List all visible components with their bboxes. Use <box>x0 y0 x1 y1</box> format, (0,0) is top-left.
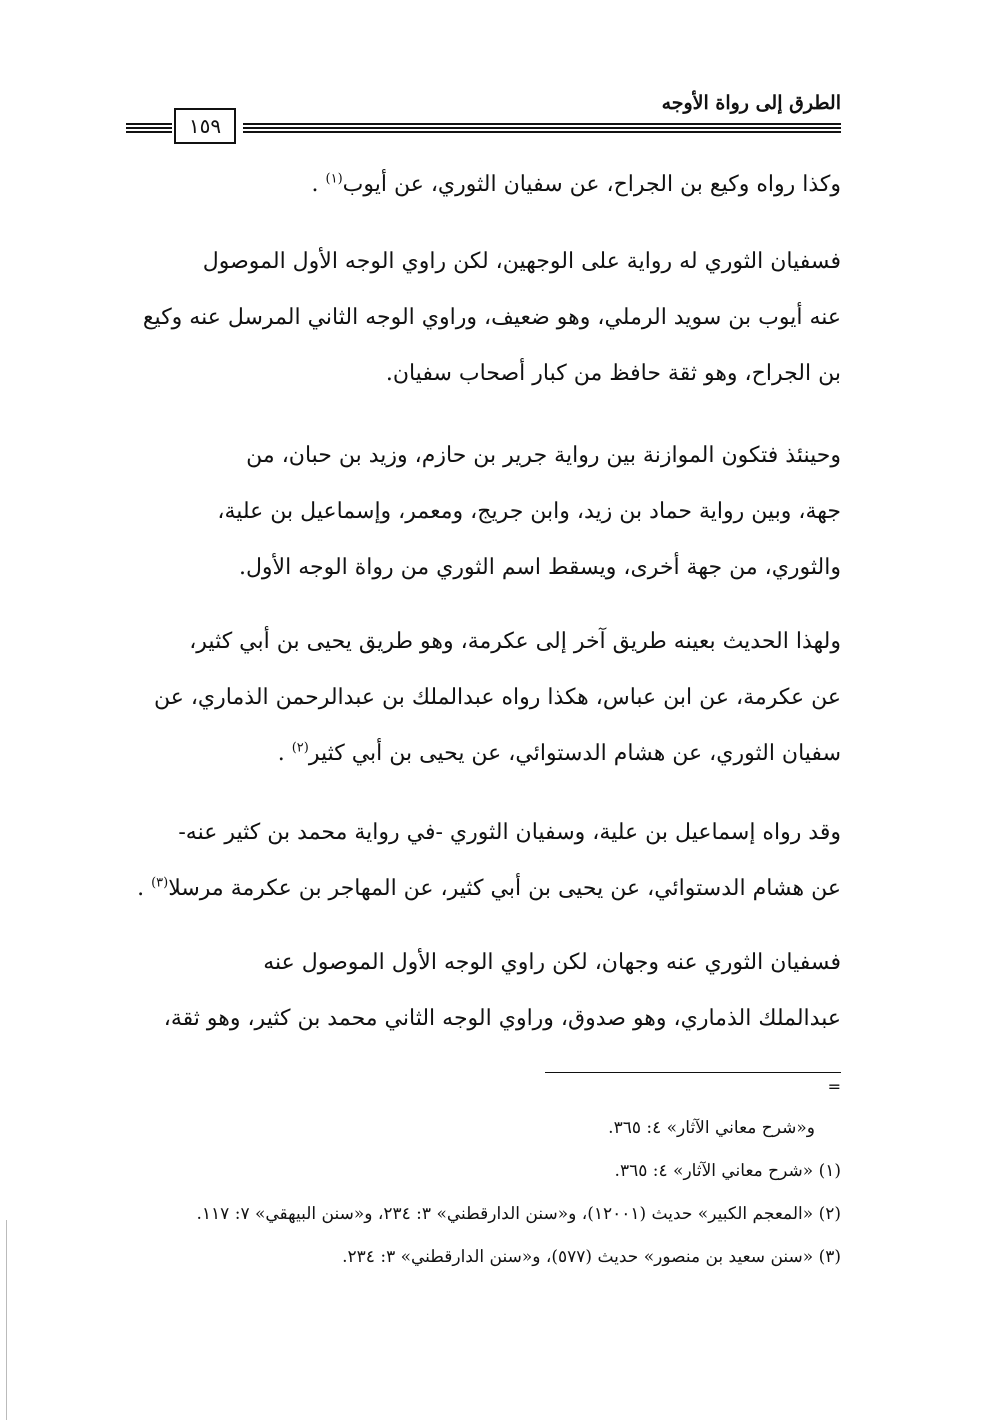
text-line: فسفيان الثوري له رواية على الوجهين، لكن راوي الوجه الأول الموصول <box>202 249 841 274</box>
line-text: عن هشام الدستوائي، عن يحيى بن أبي كثير، عن المهاجر بن عكرمة مرسلا <box>168 876 841 901</box>
scan-edge-line <box>6 1220 7 1420</box>
header-rule-left <box>126 123 172 129</box>
footnote-ref: (١) <box>325 171 343 187</box>
line-tail: . <box>277 741 292 766</box>
text-line: وقد رواه إسماعيل بن علية، وسفيان الثوري -في رواية محمد بن كثير عنه- <box>178 820 841 845</box>
text-line: فسفيان الثوري عنه وجهان، لكن راوي الوجه الأول الموصول عنه <box>263 950 841 975</box>
footnote-separator <box>545 1072 841 1073</box>
paragraph <box>129 614 841 782</box>
text-line: عن عكرمة، عن ابن عباس، هكذا رواه عبدالملك بن عبدالرحمن الذماري، عن <box>153 685 841 710</box>
line-text: وكذا رواه وكيع بن الجراح، عن سفيان الثوري، عن أيوب <box>342 172 841 197</box>
line-tail: . <box>311 172 326 197</box>
text-line: جهة، وبين رواية حماد بن زيد، وابن جريج، ومعمر، وإسماعيل بن علية، <box>217 499 841 524</box>
text-line: ولهذا الحديث بعينه طريق آخر إلى عكرمة، وهو طريق يحيى بن أبي كثير، <box>189 629 841 654</box>
footnote-ref: (٣) <box>151 875 169 891</box>
paragraph <box>129 428 841 596</box>
text-line <box>129 726 841 782</box>
footnote-continuation: و«شرح معاني الآثار» ٤: ٣٦٥. <box>608 1118 815 1138</box>
paragraph <box>129 935 841 1047</box>
text-line: وحينئذ فتكون الموازنة بين رواية جرير بن حازم، وزيد بن حبان، من <box>246 443 841 468</box>
header-rule <box>243 123 841 129</box>
text-line: بن الجراح، وهو ثقة حافظ من كبار أصحاب سفيان. <box>385 361 841 386</box>
line-tail: . <box>137 876 152 901</box>
footnote-1: (١) «شرح معاني الآثار» ٤: ٣٦٥. <box>614 1161 841 1181</box>
paragraph <box>129 805 841 917</box>
paragraph <box>129 234 841 402</box>
text-line <box>129 861 841 917</box>
footnote-continuation-mark: = <box>827 1077 841 1096</box>
text-line: عنه أيوب بن سويد الرملي، وهو ضعيف، وراوي الوجه الثاني المرسل عنه وكيع <box>142 305 841 330</box>
paragraph <box>129 157 841 213</box>
header-rule-left-thin <box>126 131 172 135</box>
footnote-2: (٢) «المعجم الكبير» حديث (١٢٠٠١)، و«سنن الدارقطني» ٣: ٢٣٤، و«سنن البيهقي» ٧: ١١٧. <box>196 1204 841 1224</box>
text-line <box>129 157 841 213</box>
footnotes <box>129 1107 841 1279</box>
footnote-3: (٣) «سنن سعيد بن منصور» حديث (٥٧٧)، و«سنن الدارقطني» ٣: ٢٣٤. <box>342 1247 841 1267</box>
footnote-ref: (٢) <box>291 740 309 756</box>
page-number: ١٥٩ <box>174 108 236 144</box>
text-line: والثوري، من جهة أخرى، ويسقط اسم الثوري من رواة الوجه الأول. <box>238 555 841 580</box>
line-text: سفيان الثوري، عن هشام الدستوائي، عن يحيى بن أبي كثير <box>308 741 841 766</box>
header-rule-thin <box>243 131 841 135</box>
text-line: عبدالملك الذماري، وهو صدوق، وراوي الوجه الثاني محمد بن كثير، وهو ثقة، <box>163 1006 841 1031</box>
running-header-title: الطرق إلى رواة الأوجه <box>661 92 841 114</box>
